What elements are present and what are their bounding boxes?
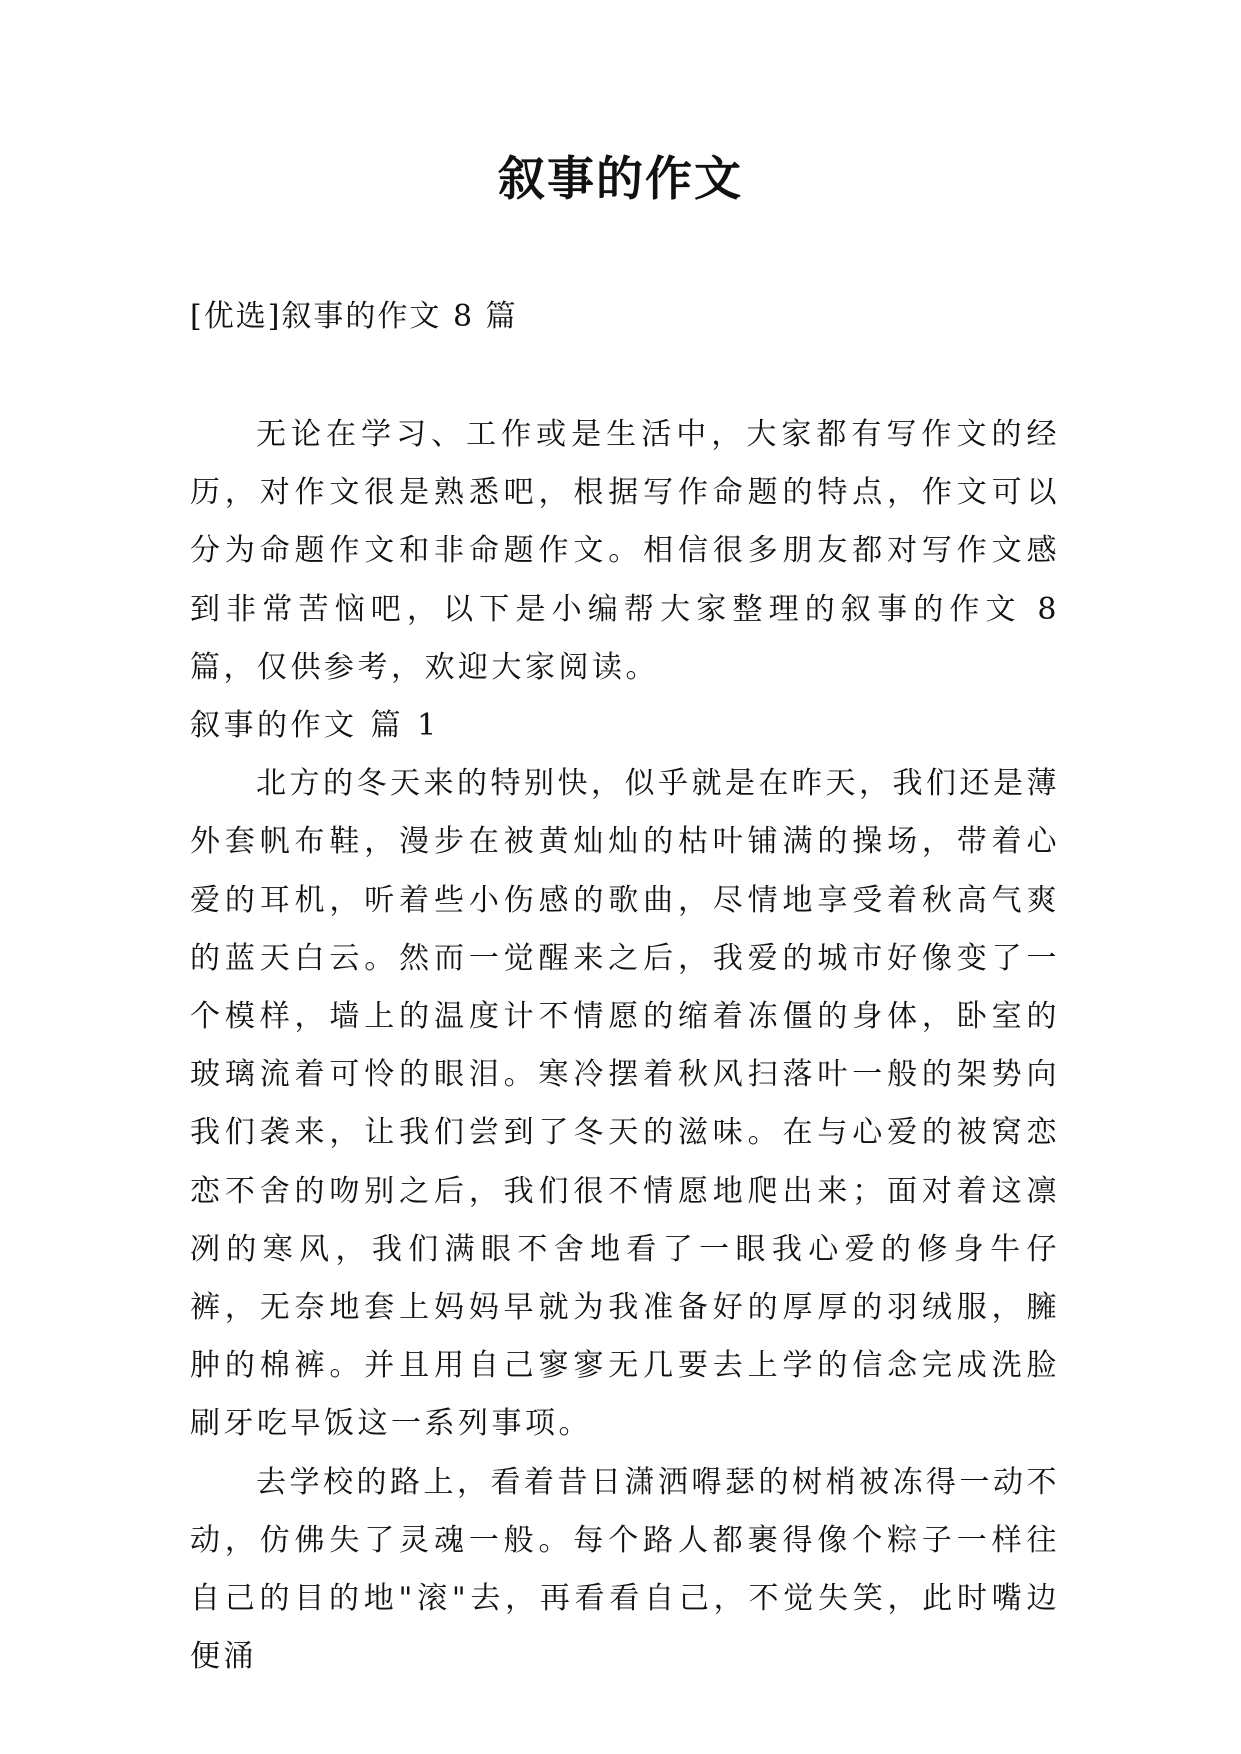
intro-paragraph: 无论在学习、工作或是生活中，大家都有写作文的经历，对作文很是熟悉吧，根据写作命题的特点，作文可以分为命题作文和非命题作文。相信很多朋友都对写作文感到非常苦恼吧，以下是小编帮大家整理的叙事的作文 8 篇，仅供参考，欢迎大家阅读。 xyxy=(190,417,1060,685)
document-subtitle: [优选]叙事的作文 8 篇 xyxy=(190,299,518,334)
body-paragraph: 去学校的路上，看着昔日潇洒嘚瑟的树梢被冻得一动不动，仿佛失了灵魂一般。每个路人都裹得像个粽子一样往自己的目的地"滚"去，再看看自己，不觉失笑，此时嘴边便涌 xyxy=(190,1464,1060,1675)
body-paragraph: 北方的冬天来的特别快，似乎就是在昨天，我们还是薄外套帆布鞋，漫步在被黄灿灿的枯叶铺满的操场，带着心爱的耳机，听着些小伤感的歌曲，尽情地享受着秋高气爽的蓝天白云。然而一觉醒来之后，我爱的城市好像变了一个模样，墙上的温度计不情愿的缩着冻僵的身体，卧室的玻璃流着可怜的眼泪。寒冷摆着秋风扫落叶一般的架势向我们袭来，让我们尝到了冬天的滋味。在与心爱的被窝恋恋不舍的吻别之后，我们很不情愿地爬出来；面对着这凛冽的寒风，我们满眼不舍地看了一眼我心爱的修身牛仔裤，无奈地套上妈妈早就为我准备好的厚厚的羽绒服，臃肿的棉裤。并且用自己寥寥无几要去上学的信念完成洗脸刷牙吃早饭这一系列事项。 xyxy=(190,766,1060,1442)
document-title: 叙事的作文 xyxy=(498,152,743,207)
document-body xyxy=(190,406,1060,1686)
section-heading: 叙事的作文 篇 1 xyxy=(190,708,440,744)
